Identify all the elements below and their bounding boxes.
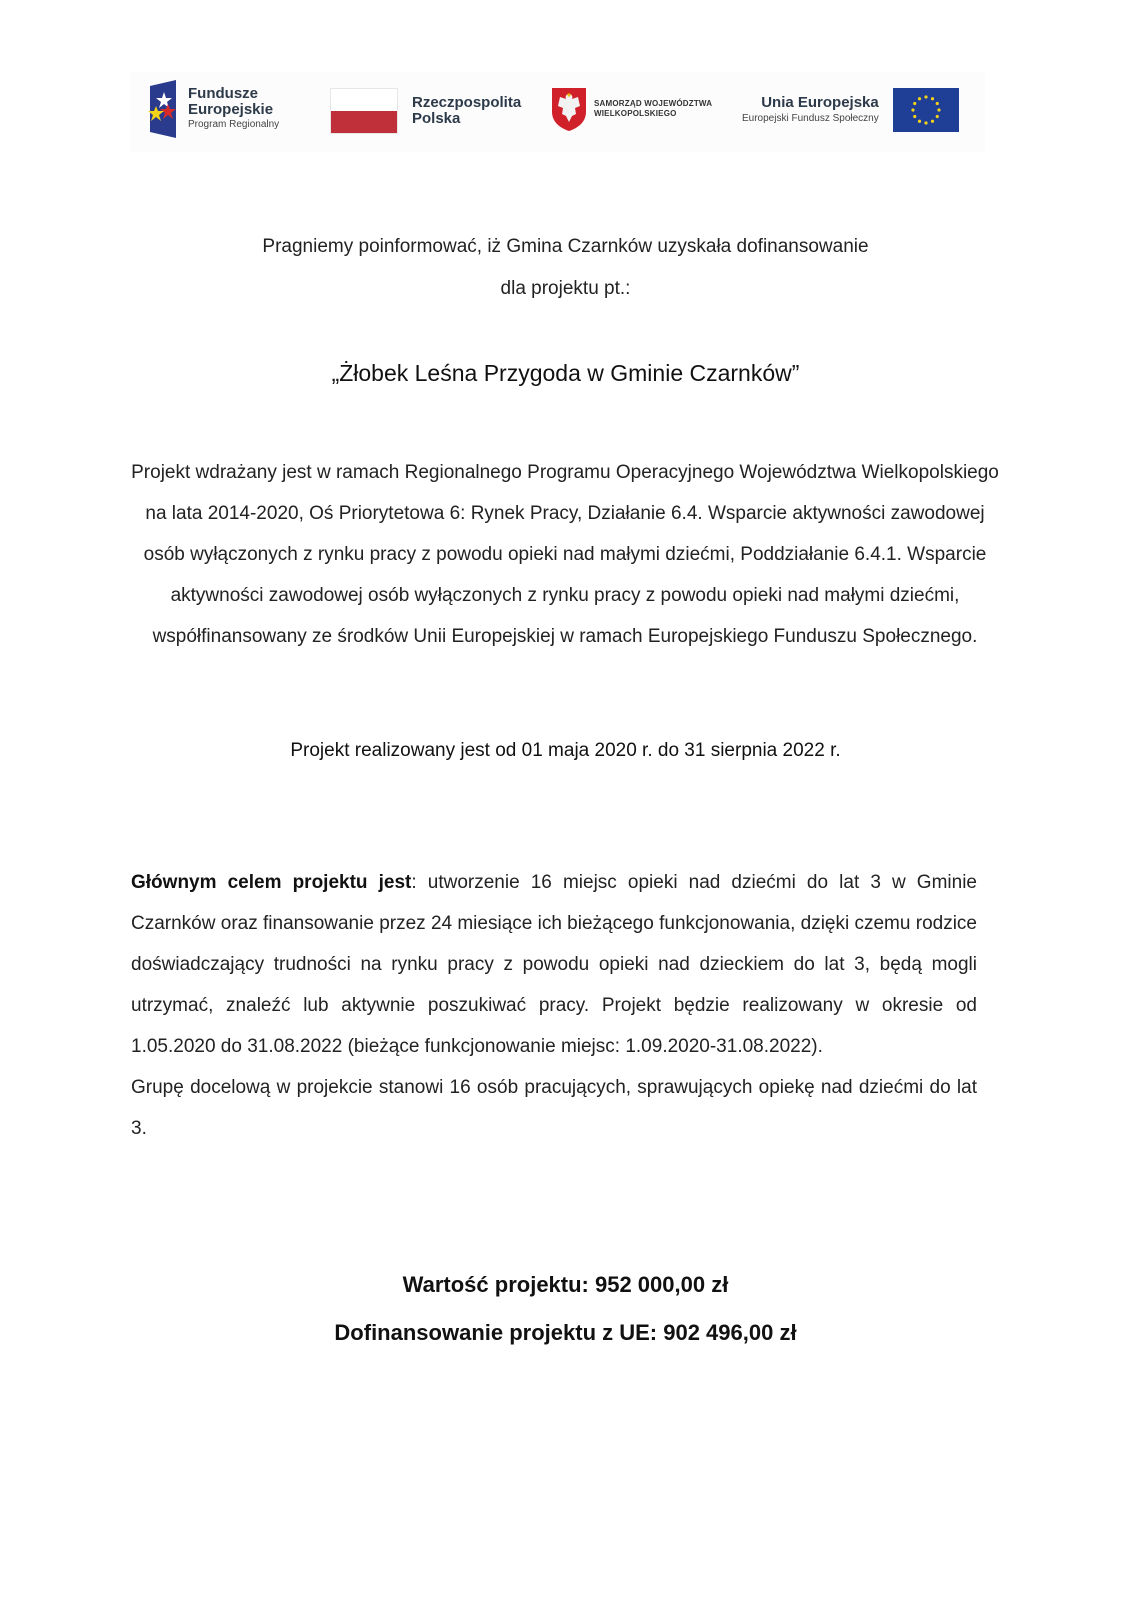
eu-star-icon bbox=[935, 102, 938, 105]
rzeczpospolita-polska-logo bbox=[330, 88, 521, 134]
eu-flag-icon bbox=[893, 88, 959, 132]
goal-text: : utworzenie 16 miejsc opieki nad dziećmi do lat 3 w Gminie Czarnków oraz finansowanie przez 24 miesiące ich bieżącego funkcjonowania, dzięki czemu rodzice doświadczający trudności na rynku pracy z powodu opieki nad dzieckiem do lat 3, będą mogli utrzymać, znaleźć lub aktywnie poszukiwać pracy. Projekt będzie realizowany w okresie od 1.05.2020 do 31.08.2022 (bieżące funkcjonowanie miejsc: 1.09.2020-31.08.2022). bbox=[131, 872, 977, 1057]
fundusze-line1: Fundusze bbox=[188, 85, 258, 102]
eu-cofinancing: Dofinansowanie projektu z UE: 902 496,00 zł bbox=[334, 1320, 797, 1345]
eu-star-icon bbox=[924, 95, 927, 98]
rzeczpospolita-line1: Rzeczpospolita bbox=[412, 94, 522, 111]
project-description: Projekt wdrażany jest w ramach Regionalnego Programu Operacyjnego Województwa Wielkopolskiego na lata 2014-2020, Oś Priorytetowa 6: Rynek Pracy, Działanie 6.4. Wsparcie aktywności zawodowej osób wyłączonych z rynku pracy z powodu opieki nad małymi dziećmi, Poddziałanie 6.4.1. Wsparcie aktywności zawodowej osób wyłączonych z rynku pracy z powodu opieki nad małymi dziećmi, współfinansowany ze środków Unii Europejskiej w ramach Europejskiego Funduszu Społecznego. bbox=[131, 462, 999, 647]
eu-star-icon bbox=[913, 115, 916, 118]
eu-star-icon bbox=[931, 120, 934, 123]
eu-star-icon bbox=[931, 97, 934, 100]
samorzad-line2: WIELKOPOLSKIEGO bbox=[594, 109, 677, 118]
rzeczpospolita-line2: Polska bbox=[412, 110, 461, 127]
eu-star-icon bbox=[924, 121, 927, 124]
project-goal bbox=[131, 862, 977, 1149]
eu-star-icon bbox=[937, 108, 940, 111]
eu-star-icon bbox=[918, 120, 921, 123]
goal-label: Głównym celem projektu jest bbox=[131, 872, 412, 893]
eu-star-icon bbox=[935, 115, 938, 118]
fundusze-europejskie-logo bbox=[146, 80, 279, 138]
eu-star-icon bbox=[918, 97, 921, 100]
eagle-shield-icon bbox=[550, 86, 588, 132]
samorzad-wojewodztwa-logo bbox=[550, 86, 712, 132]
eu-star-icon bbox=[911, 108, 914, 111]
project-title: „Żłobek Leśna Przygoda w Gminie Czarnków” bbox=[331, 360, 800, 386]
unia-line2: Europejski Fundusz Społeczny bbox=[742, 113, 879, 124]
fundusze-europejskie-icon bbox=[146, 80, 178, 138]
intro-line-1: Pragniemy poinformować, iż Gmina Czarnków uzyskała dofinansowanie bbox=[262, 236, 869, 257]
target-group: Grupę docelową w projekcie stanowi 16 osób pracujących, sprawujących opiekę nad dziećmi do lat 3. bbox=[131, 1077, 977, 1139]
unia-europejska-logo bbox=[742, 88, 959, 132]
polish-flag-icon bbox=[330, 88, 398, 134]
project-value: Wartość projektu: 952 000,00 zł bbox=[402, 1272, 729, 1297]
unia-line1: Unia Europejska bbox=[761, 94, 879, 111]
samorzad-line1: SAMORZĄD WOJEWÓDZTWA bbox=[594, 99, 713, 108]
intro-line-2: dla projektu pt.: bbox=[500, 278, 631, 299]
logo-strip bbox=[130, 72, 985, 152]
eu-star-icon bbox=[913, 102, 916, 105]
project-period: Projekt realizowany jest od 01 maja 2020 r. do 31 sierpnia 2022 r. bbox=[290, 740, 841, 761]
fundusze-line3: Program Regionalny bbox=[188, 119, 280, 130]
fundusze-line2: Europejskie bbox=[188, 101, 274, 118]
